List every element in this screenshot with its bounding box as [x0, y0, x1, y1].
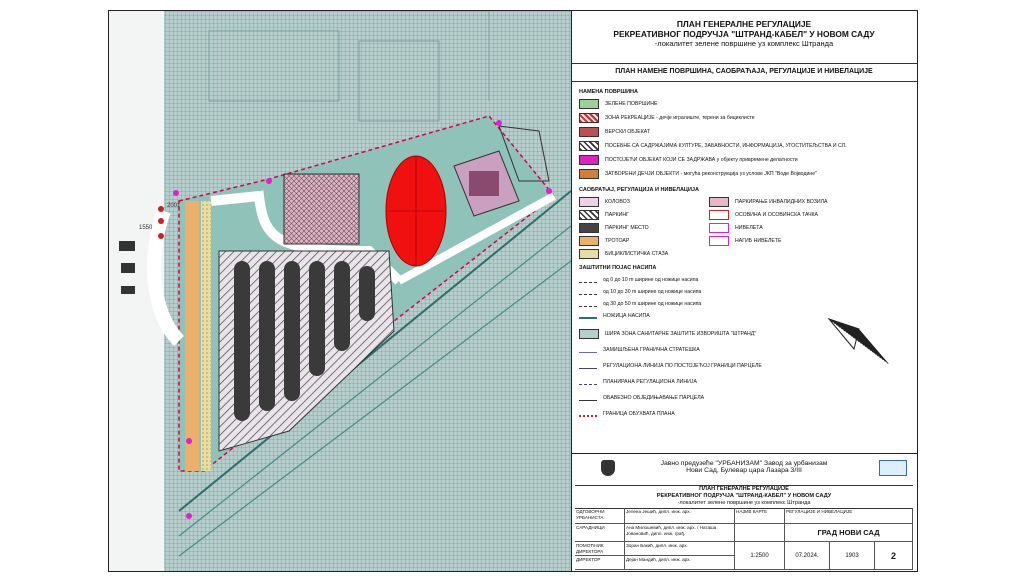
swatch [579, 249, 599, 259]
cell-role: ПОМОЋНИК ДИРЕКТОРА [575, 542, 625, 556]
legend-item: ЗОНА РЕКРЕАЦИЈЕ - дечје игралиште, терени за бициклисте [579, 113, 755, 123]
swatch [579, 210, 599, 220]
legend-item: НИВЕЛЕТА [709, 223, 763, 233]
legend-item: од 30 до 50 m ширине од ножице насипа [579, 299, 701, 309]
cell-date: 07.2024. [785, 542, 830, 570]
legend-item: НОЖИЦА НАСИПА [579, 311, 650, 321]
swatch [579, 415, 597, 417]
cell-empty [735, 524, 785, 542]
legend-item: ОБАВЕЗНО ОБЈЕДИЊАВАЊЕ ПАРЦЕЛА [579, 393, 704, 403]
swatch [579, 127, 599, 137]
swatch [579, 141, 599, 151]
legend-item: ОСОВИНА И ОСОВИНСКА ТАЧКА [709, 210, 818, 220]
titleblock-plan-title: ПЛАН ГЕНЕРАЛНЕ РЕГУЛАЦИЈЕ РЕКРЕАТИВНОГ ПОДРУЧЈА "ШТРАНД-КАБЕЛ" У НОВОМ САДУ -локалитет зелене површине уз комплекс Штранда [575, 485, 913, 509]
cell-role: ДИРЕКТОР [575, 556, 625, 570]
plan-subtitle: ПЛАН НАМЕНЕ ПОВРШИНА, САОБРАЋАЈА, РЕГУЛАЦИЈЕ И НИВЕЛАЦИЈЕ [571, 63, 917, 82]
legend-item: од 10 до 30 m ширине од ножице насипа [579, 287, 701, 297]
title-block [571, 453, 917, 572]
swatch [579, 368, 597, 369]
cell-scale: 1:2500 [735, 542, 785, 570]
swatch [579, 169, 599, 179]
legend-item: ТРОТОАР [579, 236, 629, 246]
map-label-2001: 2001 [167, 203, 181, 209]
swatch [579, 329, 599, 339]
swatch [579, 113, 599, 123]
swatch [579, 400, 597, 401]
plan-sheet [108, 10, 918, 572]
cell-role: ОДГОВОРНИ УРБАНИСТА [575, 508, 625, 524]
legend-item: КОЛОВОЗ [579, 197, 630, 207]
plan-title-line1: ПЛАН ГЕНЕРАЛНЕ РЕГУЛАЦИЈЕ [676, 19, 812, 29]
cell-name: Ана Милошевић, дипл. инж. арх. / Наташа Јовановић, дипл. инж. грађ. [625, 524, 735, 542]
swatch [709, 223, 729, 233]
institution [575, 454, 913, 484]
partner-logo-icon [879, 460, 907, 476]
cell-role: САРАДНИЦИ [575, 524, 625, 542]
institution-logo-icon [601, 460, 615, 476]
swatch [579, 352, 597, 353]
legend-item: ШИРА ЗОНА САНИТАРНЕ ЗАШТИТЕ ИЗВОРИШТА "ШТРАНД" [579, 329, 756, 339]
map-label-1550: 1550 [139, 225, 153, 231]
cell-head: РЕГУЛАЦИЈЕ И НИВЕЛАЦИЈЕ [785, 508, 913, 524]
swatch [579, 294, 597, 295]
legend-panel [571, 11, 917, 571]
swatch [579, 236, 599, 246]
swatch [579, 282, 597, 283]
swatch [709, 197, 729, 207]
swatch [579, 155, 599, 165]
cell-name: Дејан Мандић, дипл. инж. арх. [625, 556, 735, 570]
legend-item: ЗАМИШЉЕНА ГРАНИЧНА СТРАТЕШКА [579, 345, 700, 355]
map-drawing [109, 11, 571, 571]
swatch [709, 236, 729, 246]
legend-item: ЗЕЛЕНЕ ПОВРШИНЕ [579, 99, 657, 109]
legend-item: ПОСТОЈЕЋИ ОБЈЕКАТ КОЈИ СЕ ЗАДРЖАВА у објекту привремене делатности [579, 155, 798, 165]
cell-name: Јелена Јешић, дипл. инж. арх. [625, 508, 735, 524]
plan-title-line3: -локалитет зелене површине уз комплекс Штранда [654, 39, 834, 48]
legend-section-land-use: НАМЕНА ПОВРШИНА [579, 89, 638, 95]
plan-title-line2: РЕКРЕАТИВНОГ ПОДРУЧЈА "ШТРАНД-КАБЕЛ" У НОВОМ САДУ [613, 29, 875, 39]
cell-sheet: 2 [875, 542, 913, 570]
legend-section-embankment: ЗАШТИТНИ ПОЈАС НАСИПА [579, 265, 657, 271]
plan-map [109, 11, 572, 571]
institution-name: Јавно предузеће "УРБАНИЗАМ" Завод за урбанизам [660, 460, 828, 467]
legend [579, 89, 909, 449]
legend-item: ПАРКИНГ МЕСТО [579, 223, 649, 233]
swatch [579, 223, 599, 233]
plan-header [571, 11, 917, 64]
swatch [579, 317, 597, 319]
cell-name: Зоран Бакић, дипл. инж. арх. [625, 542, 735, 556]
legend-item: ПОСЕБНЕ СА САДРЖАЈИМА КУЛТУРЕ, ЗАБАВНОСТИ, ИНФОРМАЦИЈА, УГОСТИТЕЉСТВА И СЛ. [579, 141, 846, 151]
cell-head: НАЗИВ КАРТЕ [735, 508, 785, 524]
swatch [579, 384, 597, 385]
titleblock-grid [575, 508, 913, 570]
cell-city: ГРАД НОВИ САД [785, 524, 913, 542]
swatch [579, 99, 599, 109]
legend-item: ЗАТВОРЕНИ ДЕЧЈИ ОБЈЕКТИ - могућа реконструкција уз услове ЈКП "Воде Војводине" [579, 169, 817, 179]
legend-item: ПЛАНИРАНА РЕГУЛАЦИОНА ЛИНИЈА [579, 377, 697, 387]
legend-item: РЕГУЛАЦИОНА ЛИНИЈА ПО ПОСТОЈЕЋОЈ ГРАНИЦИ ПАРЦЕЛЕ [579, 361, 762, 371]
legend-item: од 0 до 10 m ширине од ножице насипа [579, 275, 698, 285]
legend-item: НАГИБ НИВЕЛЕТЕ [709, 236, 781, 246]
swatch [579, 306, 597, 307]
legend-item: ГРАНИЦА ОБУХВАТА ПЛАНА [579, 409, 675, 419]
swatch [579, 197, 599, 207]
legend-item: БИЦИКЛИСТИЧКА СТАЗА [579, 249, 668, 259]
legend-item: ПАРКИНГ [579, 210, 629, 220]
institution-address: Нови Сад, Булевар цара Лазара 3/III [686, 467, 802, 474]
legend-section-traffic: САОБРАЋАЈ, РЕГУЛАЦИЈА И НИВЕЛАЦИЈА [579, 187, 699, 193]
legend-item: ПАРКИРАЊЕ ИНВАЛИДНИХ ВОЗИЛА [709, 197, 828, 207]
swatch [709, 210, 729, 220]
legend-item: ВЕРСКИ ОБЈЕКАТ [579, 127, 650, 137]
cell-number: 1903 [830, 542, 875, 570]
north-arrow-icon [824, 309, 894, 369]
